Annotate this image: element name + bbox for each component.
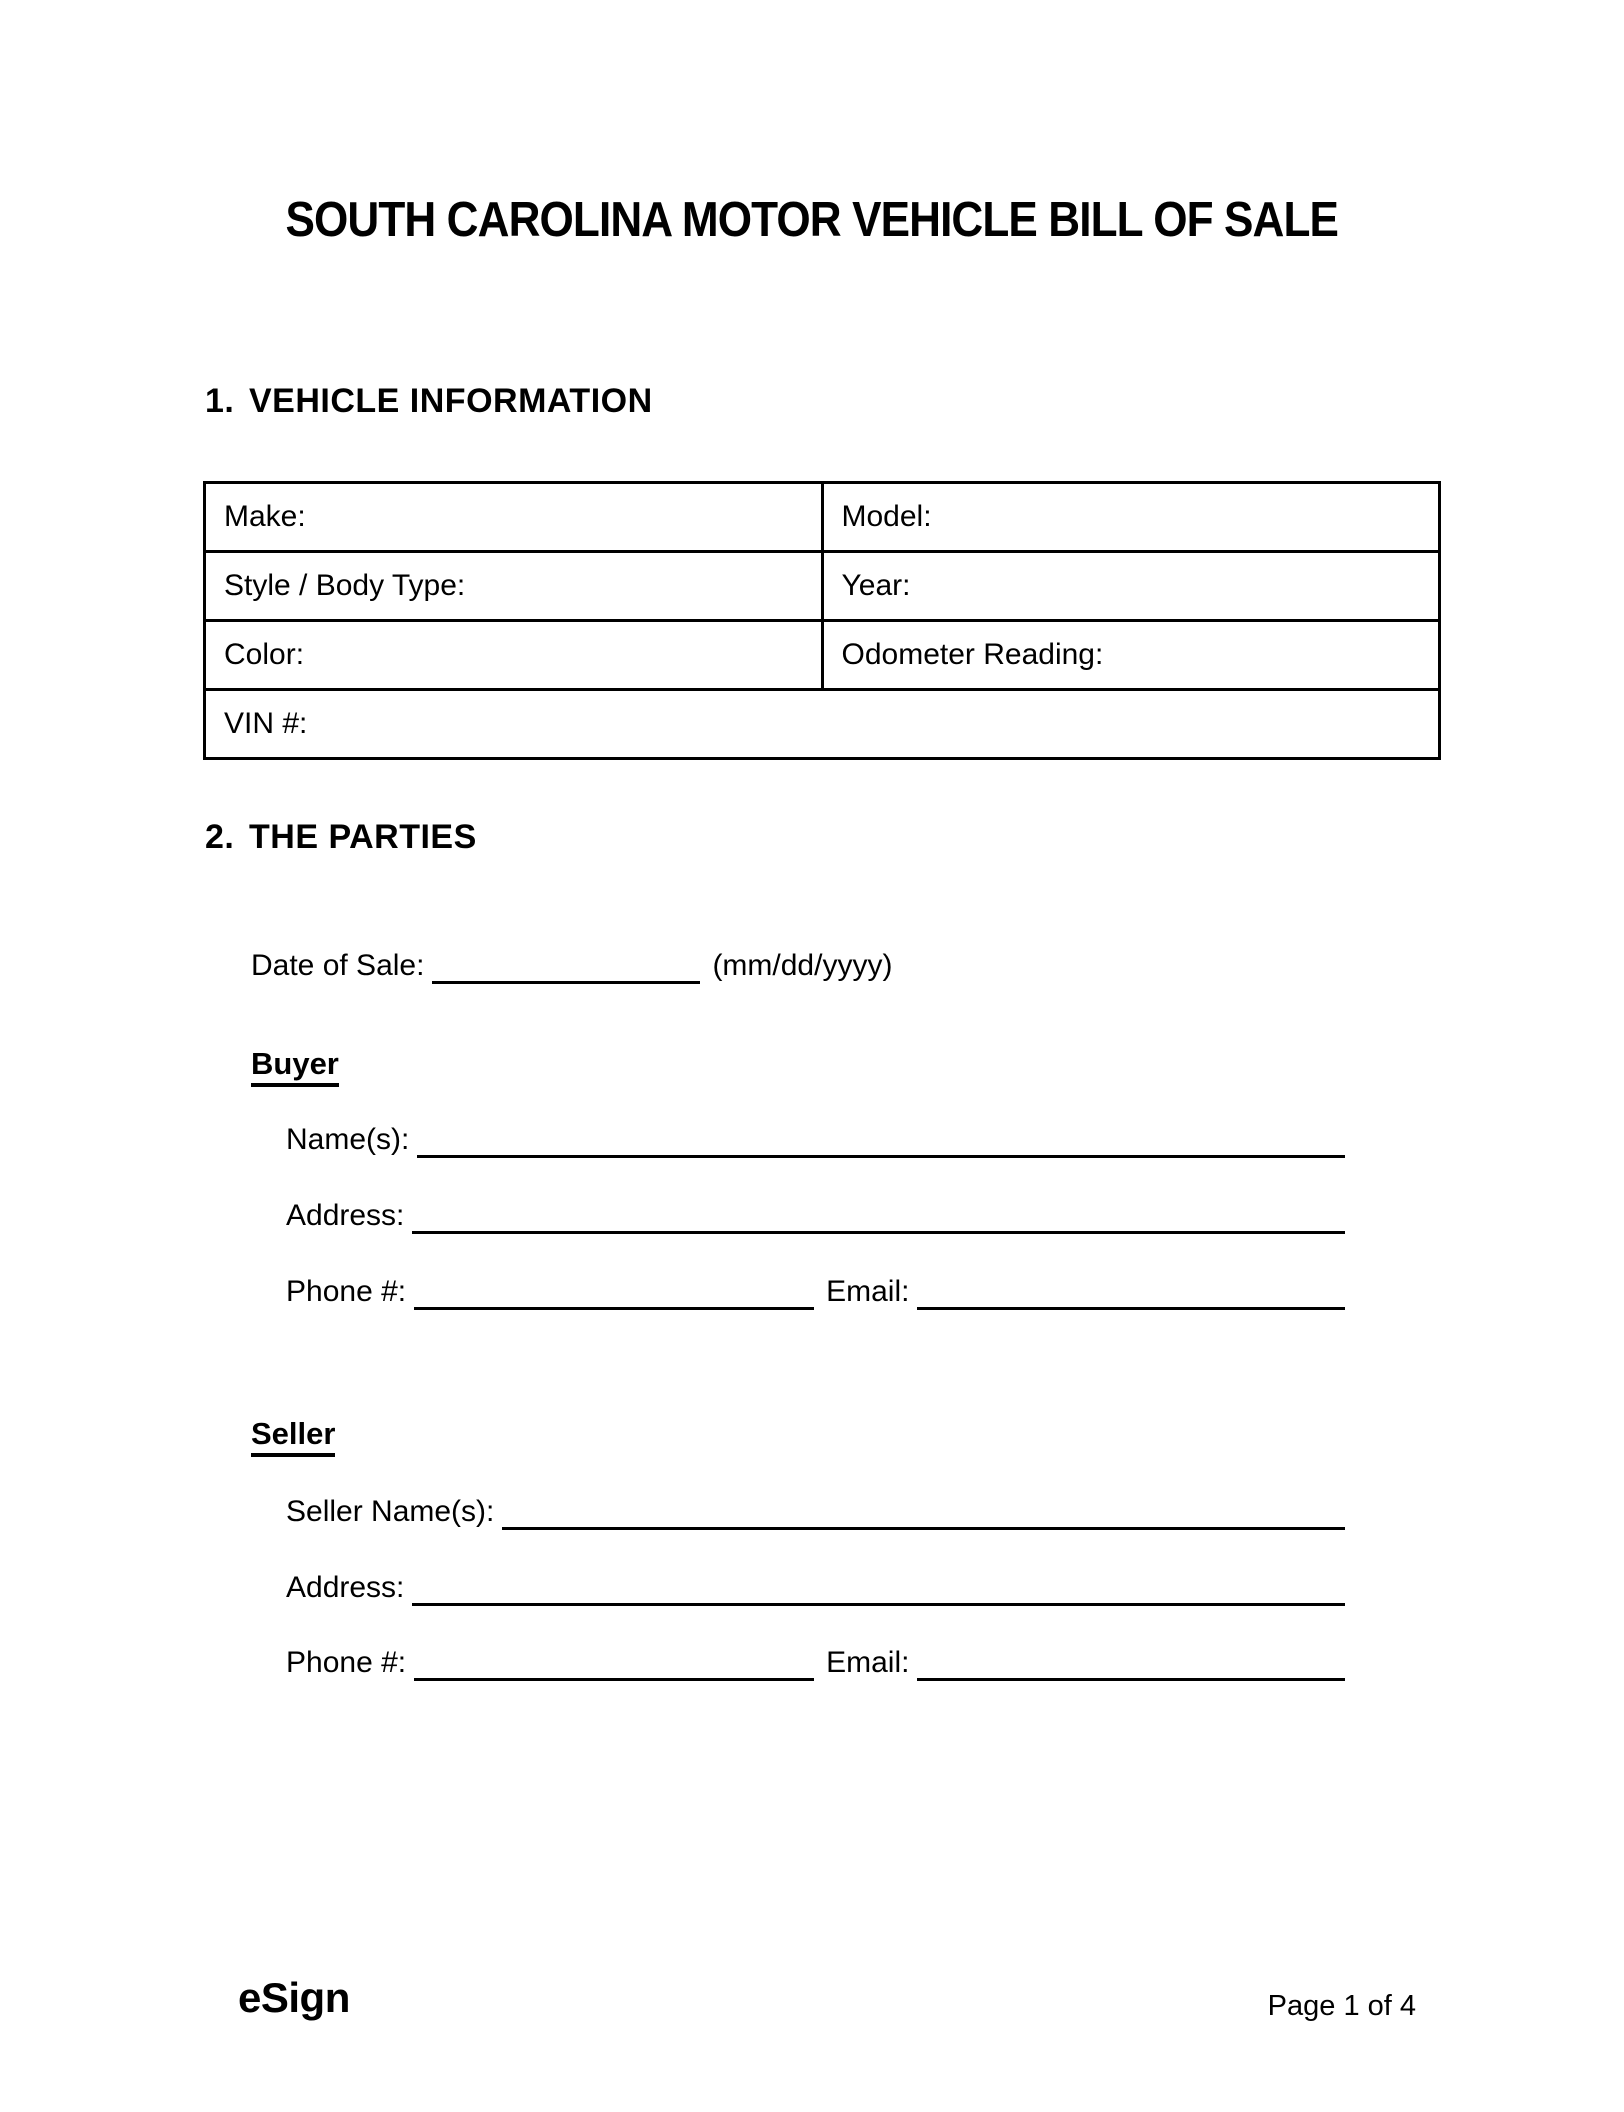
- buyer-email-label: Email:: [826, 1275, 910, 1308]
- buyer-phone-email-row: [286, 1274, 1345, 1310]
- year-field[interactable]: [822, 552, 1440, 621]
- table-row-color-odometer: [205, 621, 1440, 690]
- page-number-indicator: Page 1 of 4: [1267, 1990, 1416, 2022]
- buyer-address-row: [286, 1198, 1345, 1234]
- section-the-parties-heading: [205, 818, 477, 857]
- seller-email-blank[interactable]: [917, 1648, 1345, 1681]
- seller-address-label: Address:: [286, 1571, 405, 1604]
- seller-phone-email-row: [286, 1645, 1345, 1681]
- date-of-sale-row: [251, 948, 951, 984]
- odometer-reading-label: Odometer Reading:: [841, 638, 1104, 671]
- color-field[interactable]: [205, 621, 823, 690]
- color-label: Color:: [224, 638, 305, 671]
- buyer-name-label: Name(s):: [286, 1123, 410, 1156]
- page-title-text: SOUTH CAROLINA MOTOR VEHICLE BILL OF SALE: [285, 193, 1339, 247]
- seller-address-row: [286, 1570, 1345, 1606]
- seller-name-label: Seller Name(s):: [286, 1495, 495, 1528]
- vin-field[interactable]: [205, 690, 1440, 759]
- buyer-phone-label: Phone #:: [286, 1275, 407, 1308]
- buyer-email-blank[interactable]: [917, 1277, 1345, 1310]
- buyer-address-label: Address:: [286, 1199, 405, 1232]
- year-label: Year:: [841, 569, 911, 602]
- buyer-section-heading: Buyer: [251, 1046, 339, 1087]
- seller-phone-label: Phone #:: [286, 1646, 407, 1679]
- make-label: Make:: [224, 500, 306, 533]
- seller-phone-blank[interactable]: [414, 1648, 814, 1681]
- date-format-hint: (mm/dd/yyyy): [712, 949, 893, 982]
- seller-email-label: Email:: [826, 1646, 910, 1679]
- section-vehicle-information-heading: [205, 382, 653, 421]
- table-row-vin: [205, 690, 1440, 759]
- buyer-phone-blank[interactable]: [414, 1277, 814, 1310]
- section-parties-number: 2.: [205, 818, 235, 856]
- style-body-type-label: Style / Body Type:: [224, 569, 466, 602]
- vehicle-info-table: [203, 481, 1441, 760]
- table-row-make-model: [205, 483, 1440, 552]
- model-field[interactable]: [822, 483, 1440, 552]
- seller-name-row: [286, 1494, 1345, 1530]
- buyer-name-row: [286, 1122, 1345, 1158]
- table-row-style-year: [205, 552, 1440, 621]
- date-of-sale-blank[interactable]: [432, 951, 700, 984]
- page-title: [0, 192, 1624, 248]
- vin-label: VIN #:: [224, 707, 308, 740]
- section-vehicle-title: VEHICLE INFORMATION: [249, 382, 653, 420]
- model-label: Model:: [841, 500, 932, 533]
- style-body-type-field[interactable]: [205, 552, 823, 621]
- esign-logo: eSign: [238, 1974, 350, 2021]
- buyer-address-blank[interactable]: [412, 1201, 1345, 1234]
- seller-address-blank[interactable]: [412, 1573, 1345, 1606]
- odometer-reading-field[interactable]: [822, 621, 1440, 690]
- buyer-name-blank[interactable]: [417, 1125, 1345, 1158]
- seller-name-blank[interactable]: [502, 1497, 1345, 1530]
- seller-section-heading: Seller: [251, 1416, 335, 1457]
- section-vehicle-number: 1.: [205, 382, 235, 420]
- make-field[interactable]: [205, 483, 823, 552]
- section-parties-title: THE PARTIES: [249, 818, 477, 856]
- date-of-sale-label: Date of Sale:: [251, 949, 425, 982]
